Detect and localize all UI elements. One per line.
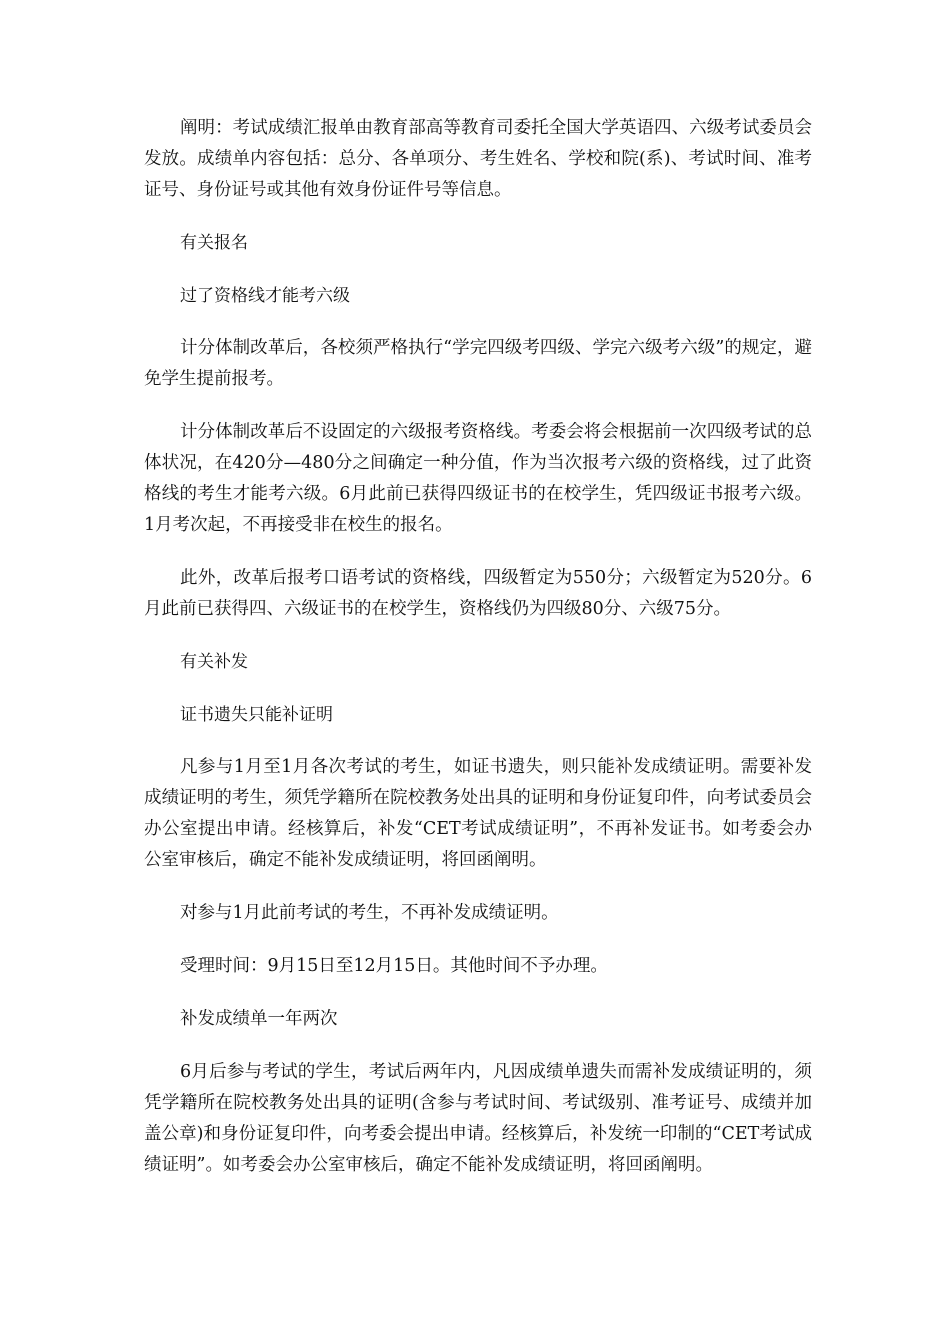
section-heading-registration: 有关报名 <box>180 233 248 253</box>
rule-paragraph: 计分体制改革后，各校须严格执行“学完四级考四级、学完六级考六级”的规定，避免学生提前报考。 <box>144 338 812 389</box>
document-body <box>144 113 812 1181</box>
before-paragraph: 对参与1月此前考试的考生，不再补发成绩证明。 <box>180 903 559 923</box>
subheading-qualify: 过了资格线才能考六级 <box>180 286 350 306</box>
time-paragraph: 受理时间：9月15日至12月15日。其他时间不予办理。 <box>180 956 608 976</box>
twice-paragraph: 6月后参与考试的学生，考试后两年内，凡因成绩单遗失而需补发成绩证明的，须凭学籍所在院校教务处出具的证明(含参与考试时间、考试级别、准考证号、成绩并加盖公章)和身份证复印件，向考委会提出申请。经核算后，补发统一印制的“CET考试成绩证明”。如考委会办公室审核后，确定不能补发成绩证明，将回函阐明。 <box>144 1062 812 1175</box>
threshold-paragraph: 计分体制改革后不设固定的六级报考资格线。考委会将会根据前一次四级考试的总体状况，在420分—480分之间确定一种分值，作为当次报考六级的资格线，过了此资格线的考生才能考六级。6月此前已获得四级证书的在校学生，凭四级证书报考六级。1月考次起，不再接受非在校生的报名。 <box>144 422 812 535</box>
subheading-twice: 补发成绩单一年两次 <box>180 1009 338 1029</box>
subheading-lost: 证书遗失只能补证明 <box>180 705 333 725</box>
section-heading-reissue: 有关补发 <box>180 652 248 672</box>
oral-paragraph: 此外，改革后报考口语考试的资格线，四级暂定为550分；六级暂定为520分。6月此前已获得四、六级证书的在校学生，资格线仍为四级80分、六级75分。 <box>144 568 812 619</box>
intro-paragraph: 阐明：考试成绩汇报单由教育部高等教育司委托全国大学英语四、六级考试委员会发放。成绩单内容包括：总分、各单项分、考生姓名、学校和院(系)、考试时间、准考证号、身份证号或其他有效身份证件号等信息。 <box>144 118 812 200</box>
lost-paragraph: 凡参与1月至1月各次考试的考生，如证书遗失，则只能补发成绩证明。需要补发成绩证明的考生，须凭学籍所在院校教务处出具的证明和身份证复印件，向考试委员会办公室提出申请。经核算后，补发“CET考试成绩证明”，不再补发证书。如考委会办公室审核后，确定不能补发成绩证明，将回函阐明。 <box>144 757 812 870</box>
